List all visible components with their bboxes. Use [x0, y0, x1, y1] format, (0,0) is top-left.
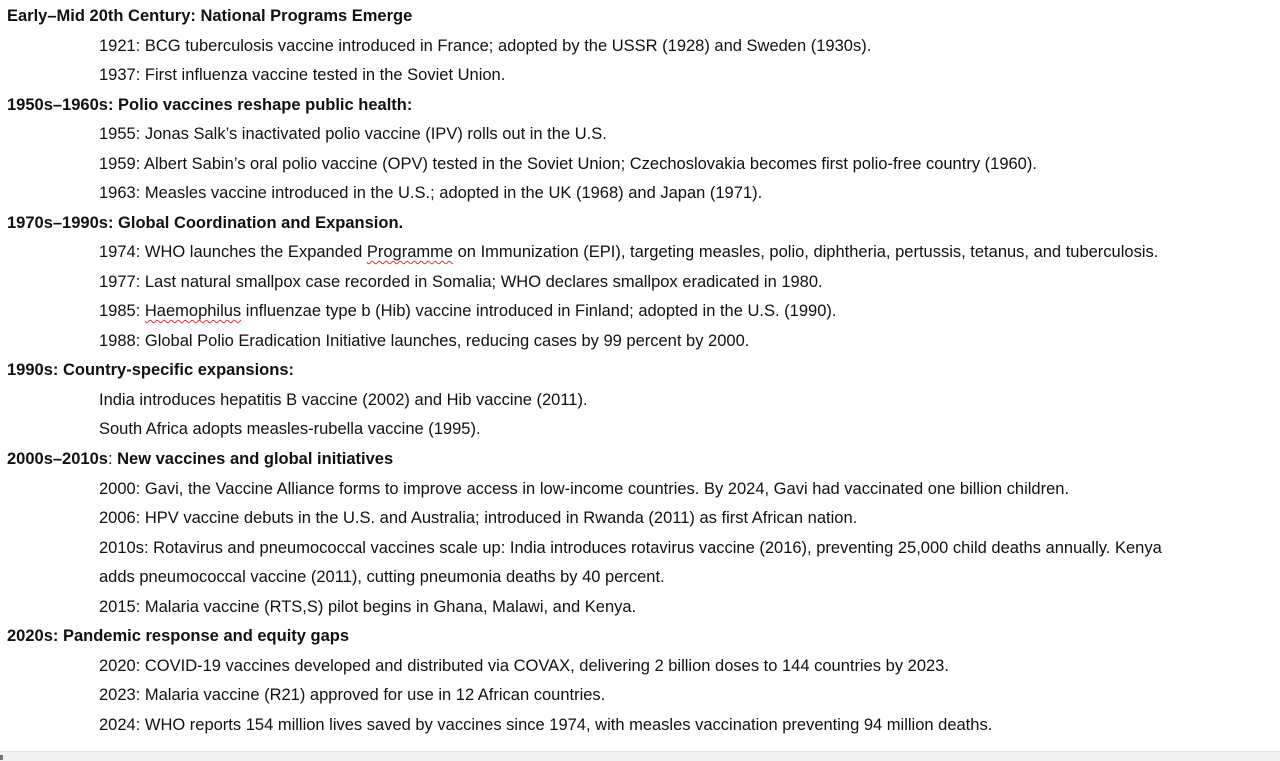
list-item: adds pneumococcal vaccine (2011), cutting pneumonia deaths by 40 percent.: [99, 568, 665, 586]
list-item: 2023: Malaria vaccine (R21) approved for use in 12 African countries.: [99, 686, 606, 704]
list-item: 2015: Malaria vaccine (RTS,S) pilot begins in Ghana, Malawi, and Kenya.: [99, 598, 637, 616]
list-item: 1921: BCG tuberculosis vaccine introduced in France; adopted by the USSR (1928) and Sweden (1930s).: [99, 37, 872, 55]
list-item: 1937: First influenza vaccine tested in the Soviet Union.: [99, 66, 506, 84]
list-item: 2010s: Rotavirus and pneumococcal vaccines scale up: India introduces rotavirus vaccine (2016), preventing 25,000 child deaths annually. Kenya: [99, 539, 1162, 557]
list-item: India introduces hepatitis B vaccine (2002) and Hib vaccine (2011).: [99, 391, 588, 409]
section-heading: 1990s: Country-specific expansions:: [7, 361, 295, 379]
list-item: 1963: Measles vaccine introduced in the U.S.; adopted in the UK (1968) and Japan (1971).: [99, 184, 763, 202]
item-text: 1985:: [99, 302, 145, 320]
spellcheck-word[interactable]: Programme: [366, 243, 454, 261]
list-item: 2000: Gavi, the Vaccine Alliance forms to improve access in low-income countries. By 2024, Gavi had vaccinated one billion children.: [99, 480, 1070, 498]
list-item: [99, 301, 836, 321]
list-item: South Africa adopts measles-rubella vaccine (1995).: [99, 420, 481, 438]
section-heading: 2020s: Pandemic response and equity gaps: [7, 627, 350, 645]
list-item: 2006: HPV vaccine debuts in the U.S. and Australia; introduced in Rwanda (2011) as first African nation.: [99, 509, 858, 527]
scrollbar-corner: [0, 755, 3, 760]
list-item: [99, 242, 1158, 262]
list-item: 1988: Global Polio Eradication Initiative launches, reducing cases by 99 percent by 2000.: [99, 332, 750, 350]
section-heading: 1970s–1990s: Global Coordination and Expansion.: [7, 214, 404, 232]
list-item: 1959: Albert Sabin’s oral polio vaccine (OPV) tested in the Soviet Union; Czechoslovakia becomes first polio-free country (1960).: [99, 155, 1037, 173]
list-item: 1977: Last natural smallpox case recorded in Somalia; WHO declares smallpox eradicated in 1980.: [99, 273, 823, 291]
item-text: 1974: WHO launches the Expanded: [99, 243, 367, 261]
section-heading: [7, 449, 393, 469]
list-item: 1955: Jonas Salk’s inactivated polio vaccine (IPV) rolls out in the U.S.: [99, 125, 607, 143]
list-item: 2024: WHO reports 154 million lives saved by vaccines since 1974, with measles vaccination preventing 94 million deaths.: [99, 716, 993, 734]
list-item: 2020: COVID-19 vaccines developed and distributed via COVAX, delivering 2 billion doses to 144 countries by 2023.: [99, 657, 949, 675]
spellcheck-word[interactable]: Haemophilus: [144, 302, 242, 320]
heading-part: :: [107, 450, 118, 468]
heading-part: 2000s–2010s: [7, 450, 108, 468]
section-heading: Early–Mid 20th Century: National Programs Emerge: [7, 7, 413, 25]
heading-part: New vaccines and global initiatives: [117, 450, 394, 468]
item-text: influenzae type b (Hib) vaccine introduced in Finland; adopted in the U.S. (1990).: [241, 302, 837, 320]
item-text: on Immunization (EPI), targeting measles, polio, diphtheria, pertussis, tetanus, and tuberculosis.: [453, 243, 1159, 261]
section-heading: 1950s–1960s: Polio vaccines reshape public health:: [7, 96, 413, 114]
